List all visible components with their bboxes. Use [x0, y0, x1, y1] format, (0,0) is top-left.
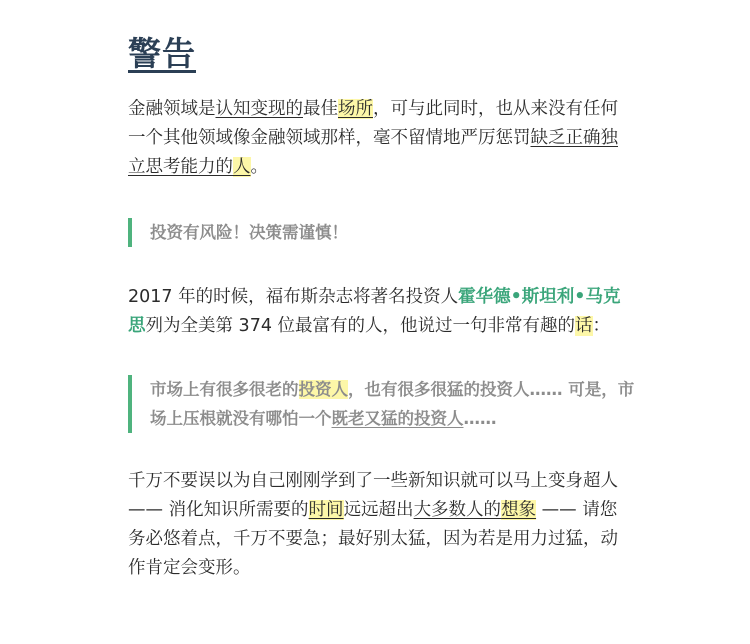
- blockquote-marks-quote: [128, 375, 650, 433]
- text-span: 最佳: [303, 99, 338, 119]
- highlighted-text: 场所: [338, 99, 373, 119]
- text-span: 列为全美第 374 位最富有的人，他说过一句非常有趣的: [145, 316, 576, 336]
- text-span: —— 请您务必悠着点，千万不要急；最好别太猛，因为若是用力过猛，动作肯定会变形。: [128, 500, 618, 578]
- underlined-text: 既老又猛的投资人: [331, 409, 464, 428]
- text-span: ，可与此同时，也从来没有任何一个其他领域像金融领域那样，毫不留情地严厉惩罚: [128, 99, 618, 148]
- blockquote-risk-warning: 投资有风险！决策需谨慎！: [128, 218, 650, 247]
- text-span: 市场上有很多很老的: [150, 380, 299, 399]
- text-span: ：: [592, 316, 611, 336]
- paragraph-advice: [128, 467, 628, 583]
- highlighted-text: 话: [575, 316, 593, 336]
- text-span: 2017 年的时候，福布斯杂志将著名投资人: [128, 287, 459, 307]
- person-name-link[interactable]: 霍华德•斯坦利•马克思: [128, 287, 621, 336]
- text-span: 远远超出: [343, 500, 414, 520]
- text-span: 金融领域是: [128, 99, 216, 119]
- underlined-text: 认知变现的: [215, 99, 303, 119]
- underlined-text: 大多数人的: [413, 500, 502, 520]
- text-span: 千万不要误以为自己刚刚学到了一些新知识就可以马上变身超人 —— 消化知识所需要的: [128, 471, 618, 520]
- text-span: ……: [463, 409, 497, 428]
- highlighted-text: 人: [233, 157, 251, 177]
- highlighted-text: 投资人: [298, 380, 348, 399]
- article-title: 警告: [128, 34, 196, 73]
- highlighted-text: 想象: [501, 500, 537, 520]
- underlined-text: 缺乏正确独立思考能力的: [128, 128, 618, 177]
- text-span: ，也有很多很猛的投资人…… 可是，市场上压根就没有哪怕一个: [150, 380, 635, 428]
- paragraph-quote-intro: [128, 283, 628, 341]
- paragraph-intro: [128, 95, 628, 182]
- text-span: 。: [250, 157, 268, 177]
- highlighted-text: 时间: [308, 500, 344, 520]
